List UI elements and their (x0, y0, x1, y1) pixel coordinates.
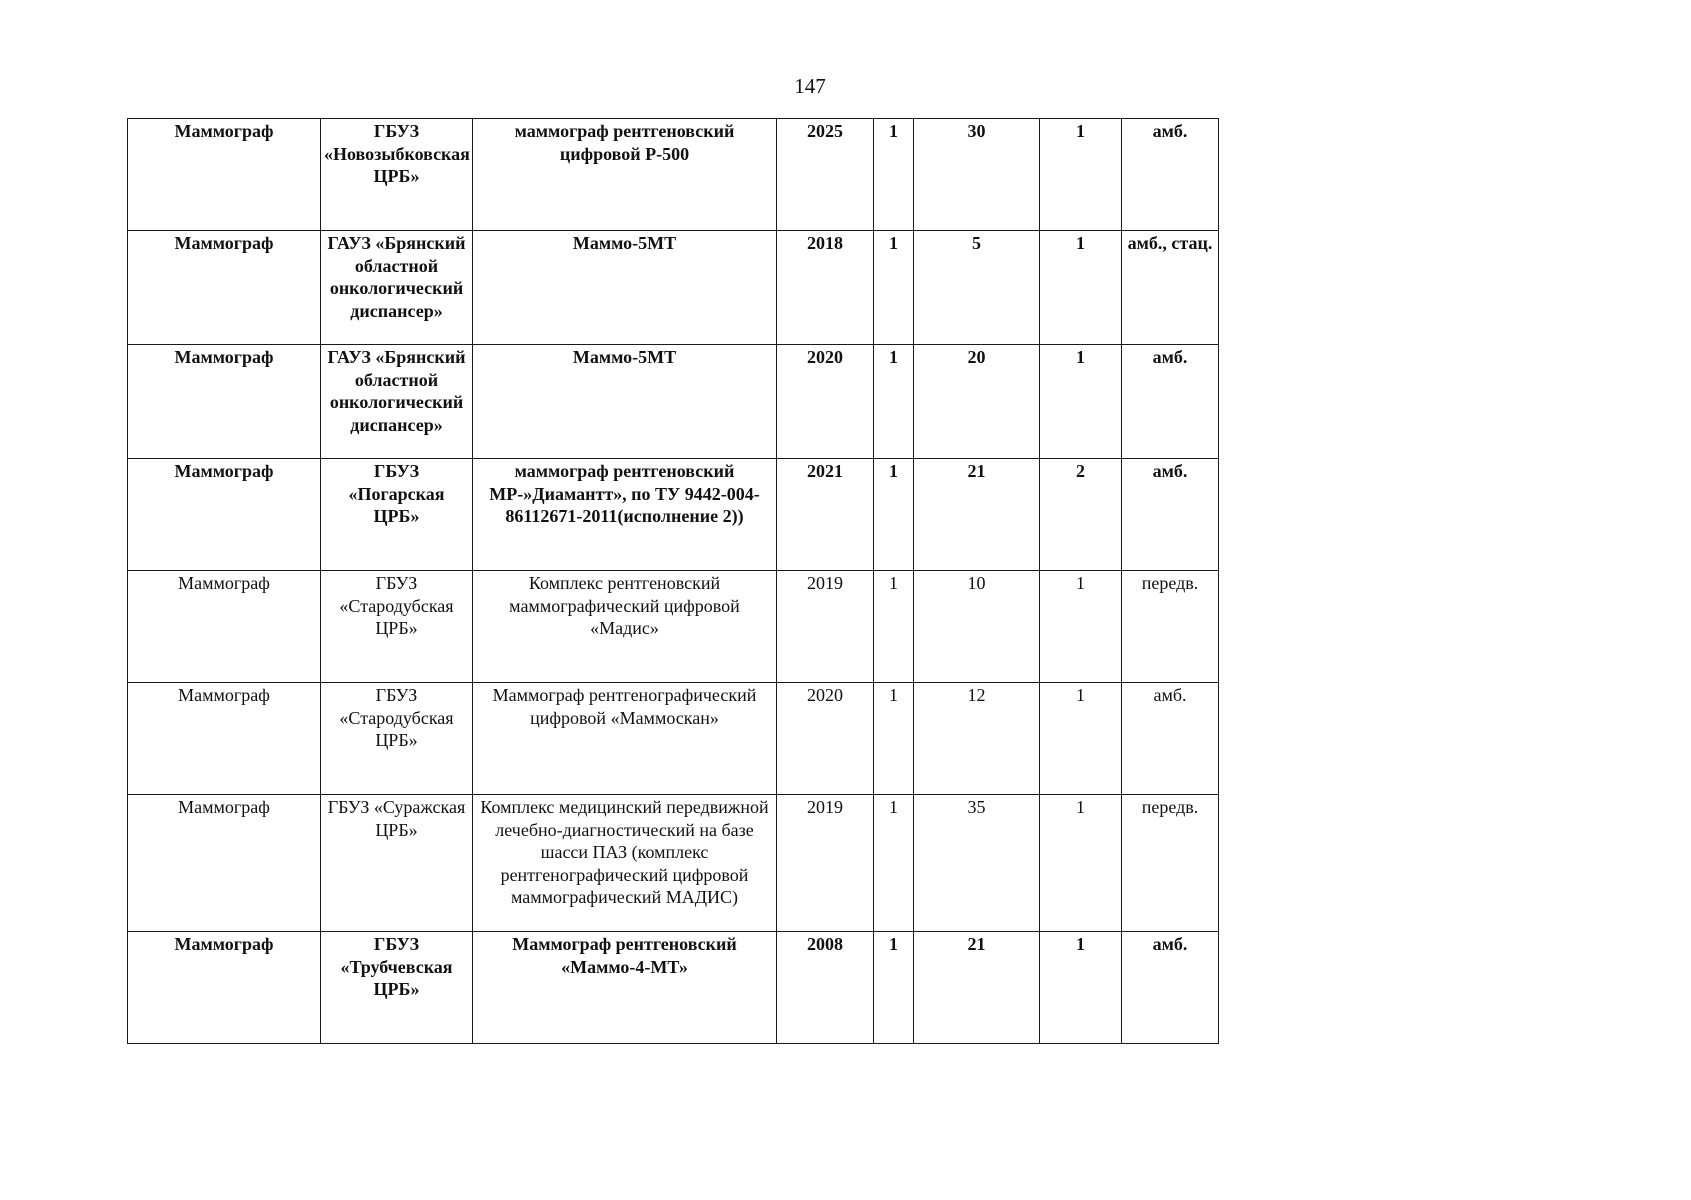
table-row (128, 459, 1219, 571)
cell-organization: ГАУЗ «Брянский областной онкологический диспансер» (321, 231, 473, 345)
cell-organization: ГБУЗ «Стародубская ЦРБ» (321, 571, 473, 683)
cell-load: 30 (914, 119, 1040, 231)
cell-quantity: 1 (874, 683, 914, 795)
cell-year: 2021 (777, 459, 874, 571)
table-row (128, 795, 1219, 932)
cell-mode: амб. (1122, 932, 1219, 1044)
table-row (128, 571, 1219, 683)
cell-shifts: 1 (1040, 231, 1122, 345)
table-row (128, 345, 1219, 459)
table-row (128, 932, 1219, 1044)
cell-shifts: 1 (1040, 119, 1122, 231)
cell-organization: ГБУЗ «Суражская ЦРБ» (321, 795, 473, 932)
cell-shifts: 1 (1040, 795, 1122, 932)
cell-equipment-type: Маммограф (128, 795, 321, 932)
cell-model: Маммо-5МТ (473, 231, 777, 345)
cell-mode: амб., стац. (1122, 231, 1219, 345)
cell-quantity: 1 (874, 231, 914, 345)
cell-mode: передв. (1122, 571, 1219, 683)
cell-year: 2020 (777, 683, 874, 795)
cell-organization: ГБУЗ «Стародубская ЦРБ» (321, 683, 473, 795)
cell-equipment-type: Маммограф (128, 345, 321, 459)
cell-year: 2008 (777, 932, 874, 1044)
cell-mode: амб. (1122, 345, 1219, 459)
cell-load: 20 (914, 345, 1040, 459)
cell-year: 2019 (777, 571, 874, 683)
cell-equipment-type: Маммограф (128, 571, 321, 683)
cell-quantity: 1 (874, 345, 914, 459)
cell-quantity: 1 (874, 932, 914, 1044)
table-row (128, 683, 1219, 795)
cell-organization: ГБУЗ «Трубчевская ЦРБ» (321, 932, 473, 1044)
cell-quantity: 1 (874, 795, 914, 932)
cell-organization: ГАУЗ «Брянский областной онкологический диспансер» (321, 345, 473, 459)
cell-shifts: 1 (1040, 345, 1122, 459)
cell-organization: ГБУЗ «Новозыбковская ЦРБ» (321, 119, 473, 231)
cell-mode: амб. (1122, 459, 1219, 571)
cell-shifts: 1 (1040, 571, 1122, 683)
cell-load: 12 (914, 683, 1040, 795)
table-row (128, 231, 1219, 345)
cell-load: 21 (914, 932, 1040, 1044)
cell-load: 10 (914, 571, 1040, 683)
cell-quantity: 1 (874, 119, 914, 231)
cell-quantity: 1 (874, 459, 914, 571)
cell-year: 2019 (777, 795, 874, 932)
cell-mode: передв. (1122, 795, 1219, 932)
cell-shifts: 1 (1040, 683, 1122, 795)
cell-model: Маммограф рентгеновский «Маммо-4-МТ» (473, 932, 777, 1044)
cell-mode: амб. (1122, 683, 1219, 795)
cell-year: 2018 (777, 231, 874, 345)
cell-equipment-type: Маммограф (128, 459, 321, 571)
page-number: 147 (794, 74, 826, 98)
cell-quantity: 1 (874, 571, 914, 683)
cell-model: Комплекс медицинский передвижной лечебно-диагностический на базе шасси ПАЗ (комплекс рентгенографический цифровой маммографический МАДИС) (473, 795, 777, 932)
cell-load: 35 (914, 795, 1040, 932)
equipment-table (127, 118, 1219, 1044)
cell-equipment-type: Маммограф (128, 119, 321, 231)
cell-model: маммограф рентгеновский МР-»Диамантт», по ТУ 9442-004-86112671-2011(исполнение 2)) (473, 459, 777, 571)
cell-year: 2025 (777, 119, 874, 231)
cell-load: 5 (914, 231, 1040, 345)
cell-model: Маммо-5МТ (473, 345, 777, 459)
cell-year: 2020 (777, 345, 874, 459)
cell-load: 21 (914, 459, 1040, 571)
cell-shifts: 2 (1040, 459, 1122, 571)
cell-organization: ГБУЗ «Погарская ЦРБ» (321, 459, 473, 571)
cell-model: маммограф рентгеновский цифровой Р-500 (473, 119, 777, 231)
cell-model: Маммограф рентгенографический цифровой «Маммоскан» (473, 683, 777, 795)
cell-mode: амб. (1122, 119, 1219, 231)
cell-shifts: 1 (1040, 932, 1122, 1044)
table-row (128, 119, 1219, 231)
cell-equipment-type: Маммограф (128, 683, 321, 795)
cell-model: Комплекс рентгеновский маммографический цифровой «Мадис» (473, 571, 777, 683)
cell-equipment-type: Маммограф (128, 932, 321, 1044)
cell-equipment-type: Маммограф (128, 231, 321, 345)
